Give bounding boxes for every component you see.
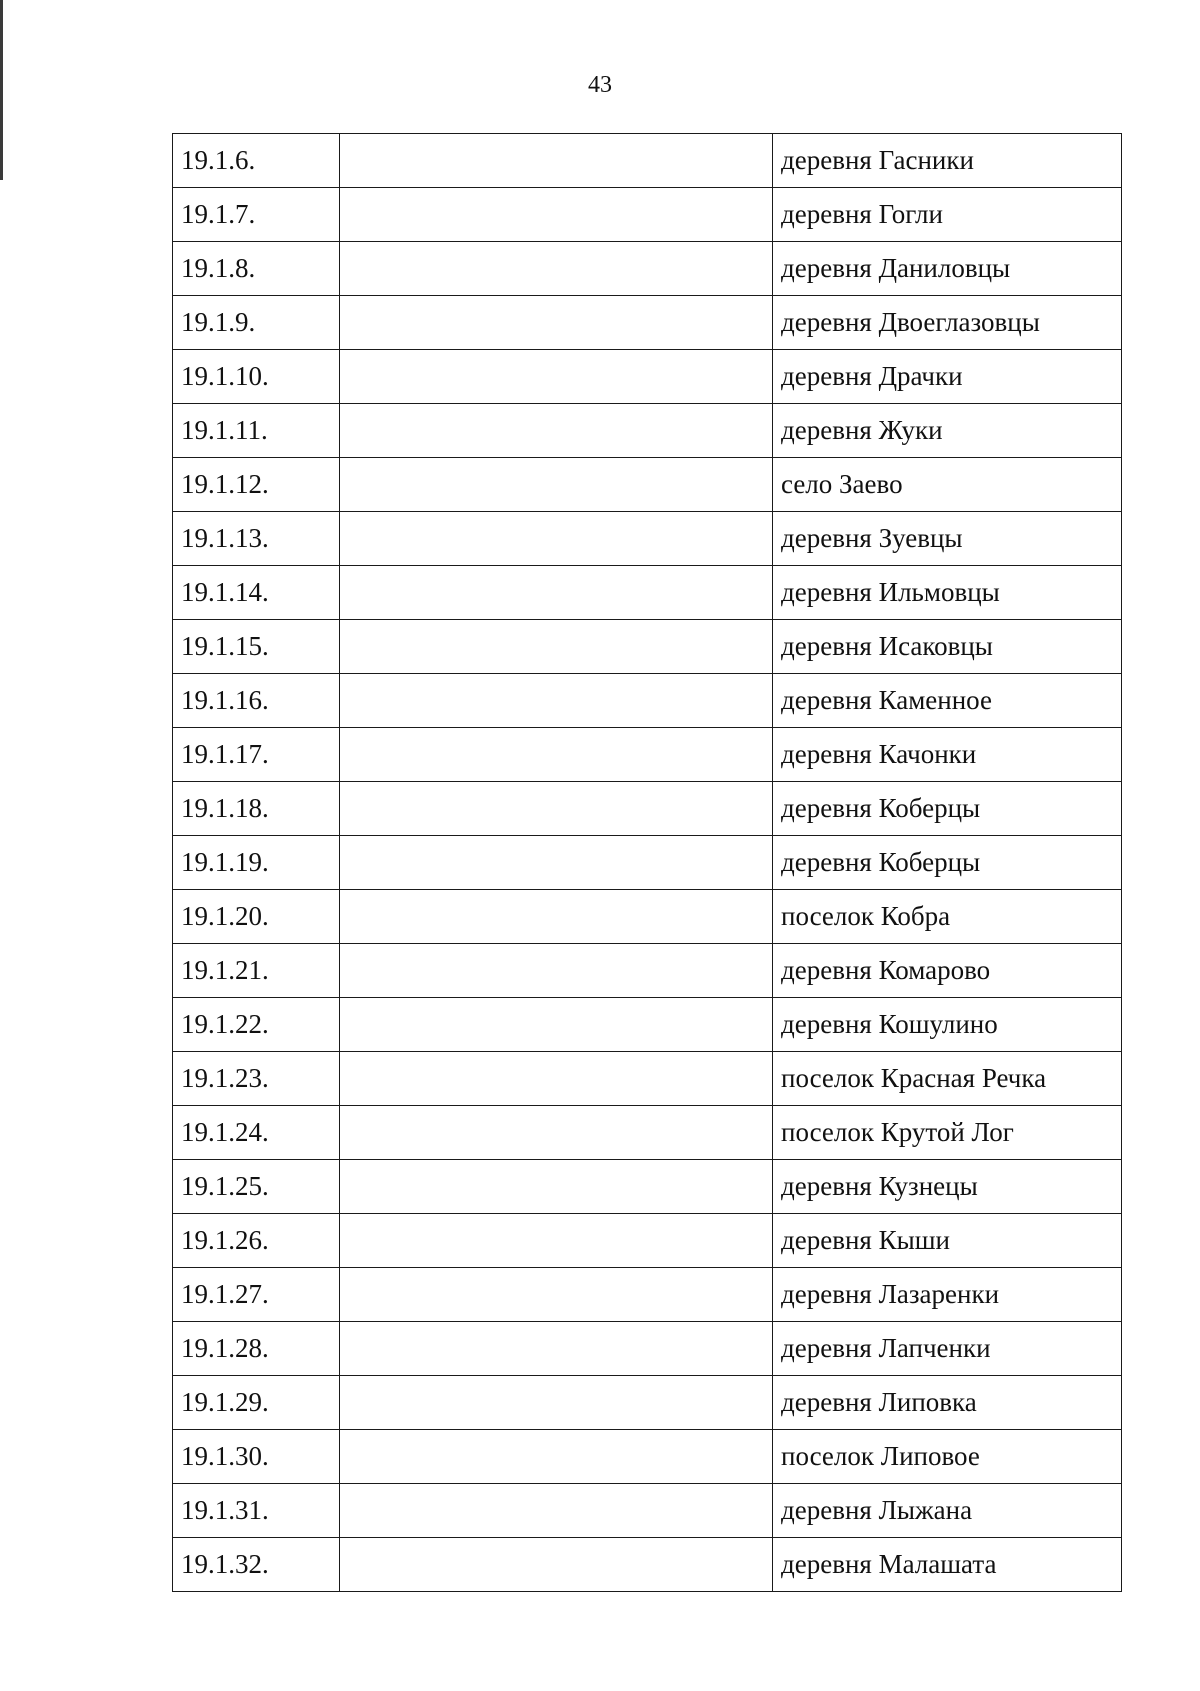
row-empty-cell — [340, 836, 773, 890]
row-empty-cell — [340, 1214, 773, 1268]
row-empty-cell — [340, 1430, 773, 1484]
table-row — [173, 1268, 1122, 1322]
row-code-cell: 19.1.17. — [173, 728, 340, 782]
table-row — [173, 674, 1122, 728]
table-row — [173, 134, 1122, 188]
row-settlement-name-cell: деревня Гогли — [773, 188, 1122, 242]
row-settlement-name-cell: деревня Гасники — [773, 134, 1122, 188]
row-code-cell: 19.1.24. — [173, 1106, 340, 1160]
row-code-cell: 19.1.20. — [173, 890, 340, 944]
table-row — [173, 242, 1122, 296]
row-empty-cell — [340, 1538, 773, 1592]
row-empty-cell — [340, 350, 773, 404]
row-code-cell: 19.1.22. — [173, 998, 340, 1052]
row-settlement-name-cell: деревня Коберцы — [773, 782, 1122, 836]
row-code-cell: 19.1.29. — [173, 1376, 340, 1430]
row-empty-cell — [340, 674, 773, 728]
table-row — [173, 1052, 1122, 1106]
row-empty-cell — [340, 188, 773, 242]
table-row — [173, 1160, 1122, 1214]
row-code-cell: 19.1.26. — [173, 1214, 340, 1268]
row-empty-cell — [340, 242, 773, 296]
row-settlement-name-cell: деревня Исаковцы — [773, 620, 1122, 674]
row-empty-cell — [340, 728, 773, 782]
row-settlement-name-cell: поселок Липовое — [773, 1430, 1122, 1484]
row-code-cell: 19.1.10. — [173, 350, 340, 404]
row-empty-cell — [340, 404, 773, 458]
row-code-cell: 19.1.28. — [173, 1322, 340, 1376]
row-settlement-name-cell: поселок Кобра — [773, 890, 1122, 944]
row-settlement-name-cell: деревня Лыжана — [773, 1484, 1122, 1538]
row-code-cell: 19.1.13. — [173, 512, 340, 566]
row-settlement-name-cell: деревня Ильмовцы — [773, 566, 1122, 620]
table-row — [173, 512, 1122, 566]
row-empty-cell — [340, 1268, 773, 1322]
row-settlement-name-cell: деревня Липовка — [773, 1376, 1122, 1430]
row-settlement-name-cell: деревня Каменное — [773, 674, 1122, 728]
table-row — [173, 1106, 1122, 1160]
row-code-cell: 19.1.30. — [173, 1430, 340, 1484]
table-row — [173, 1430, 1122, 1484]
row-settlement-name-cell: поселок Красная Речка — [773, 1052, 1122, 1106]
row-code-cell: 19.1.21. — [173, 944, 340, 998]
table-row — [173, 728, 1122, 782]
table-row — [173, 1376, 1122, 1430]
table-row — [173, 998, 1122, 1052]
row-code-cell: 19.1.18. — [173, 782, 340, 836]
table-row — [173, 350, 1122, 404]
row-code-cell: 19.1.27. — [173, 1268, 340, 1322]
row-empty-cell — [340, 566, 773, 620]
table-row — [173, 458, 1122, 512]
row-settlement-name-cell: деревня Зуевцы — [773, 512, 1122, 566]
row-empty-cell — [340, 296, 773, 350]
row-empty-cell — [340, 1106, 773, 1160]
row-code-cell: 19.1.25. — [173, 1160, 340, 1214]
settlements-table-body — [173, 134, 1122, 1592]
row-settlement-name-cell: деревня Комарово — [773, 944, 1122, 998]
row-code-cell: 19.1.12. — [173, 458, 340, 512]
row-code-cell: 19.1.16. — [173, 674, 340, 728]
row-code-cell: 19.1.6. — [173, 134, 340, 188]
row-code-cell: 19.1.14. — [173, 566, 340, 620]
row-settlement-name-cell: деревня Кошулино — [773, 998, 1122, 1052]
page-number: 43 — [588, 72, 612, 98]
table-row — [173, 296, 1122, 350]
row-settlement-name-cell: деревня Двоеглазовцы — [773, 296, 1122, 350]
row-code-cell: 19.1.23. — [173, 1052, 340, 1106]
row-settlement-name-cell: деревня Драчки — [773, 350, 1122, 404]
row-settlement-name-cell: деревня Малашата — [773, 1538, 1122, 1592]
row-empty-cell — [340, 944, 773, 998]
row-settlement-name-cell: деревня Коберцы — [773, 836, 1122, 890]
row-empty-cell — [340, 890, 773, 944]
row-settlement-name-cell: деревня Даниловцы — [773, 242, 1122, 296]
row-empty-cell — [340, 1322, 773, 1376]
row-code-cell: 19.1.7. — [173, 188, 340, 242]
row-code-cell: 19.1.15. — [173, 620, 340, 674]
row-settlement-name-cell: село Заево — [773, 458, 1122, 512]
row-empty-cell — [340, 458, 773, 512]
table-row — [173, 782, 1122, 836]
row-settlement-name-cell: деревня Лазаренки — [773, 1268, 1122, 1322]
row-settlement-name-cell: деревня Кузнецы — [773, 1160, 1122, 1214]
row-settlement-name-cell: деревня Жуки — [773, 404, 1122, 458]
table-row — [173, 566, 1122, 620]
row-empty-cell — [340, 998, 773, 1052]
row-code-cell: 19.1.11. — [173, 404, 340, 458]
row-empty-cell — [340, 1052, 773, 1106]
row-code-cell: 19.1.9. — [173, 296, 340, 350]
row-settlement-name-cell: деревня Лапченки — [773, 1322, 1122, 1376]
table-row — [173, 620, 1122, 674]
table-row — [173, 1538, 1122, 1592]
row-empty-cell — [340, 512, 773, 566]
table-row — [173, 1214, 1122, 1268]
row-empty-cell — [340, 1376, 773, 1430]
settlements-table — [172, 133, 1122, 1592]
row-empty-cell — [340, 782, 773, 836]
row-settlement-name-cell: поселок Крутой Лог — [773, 1106, 1122, 1160]
table-row — [173, 188, 1122, 242]
row-code-cell: 19.1.31. — [173, 1484, 340, 1538]
row-code-cell: 19.1.8. — [173, 242, 340, 296]
row-empty-cell — [340, 620, 773, 674]
table-row — [173, 836, 1122, 890]
row-empty-cell — [340, 134, 773, 188]
row-code-cell: 19.1.19. — [173, 836, 340, 890]
row-empty-cell — [340, 1160, 773, 1214]
table-row — [173, 944, 1122, 998]
row-empty-cell — [340, 1484, 773, 1538]
row-settlement-name-cell: деревня Качонки — [773, 728, 1122, 782]
row-code-cell: 19.1.32. — [173, 1538, 340, 1592]
row-settlement-name-cell: деревня Кыши — [773, 1214, 1122, 1268]
table-row — [173, 890, 1122, 944]
table-row — [173, 404, 1122, 458]
table-row — [173, 1322, 1122, 1376]
table-row — [173, 1484, 1122, 1538]
